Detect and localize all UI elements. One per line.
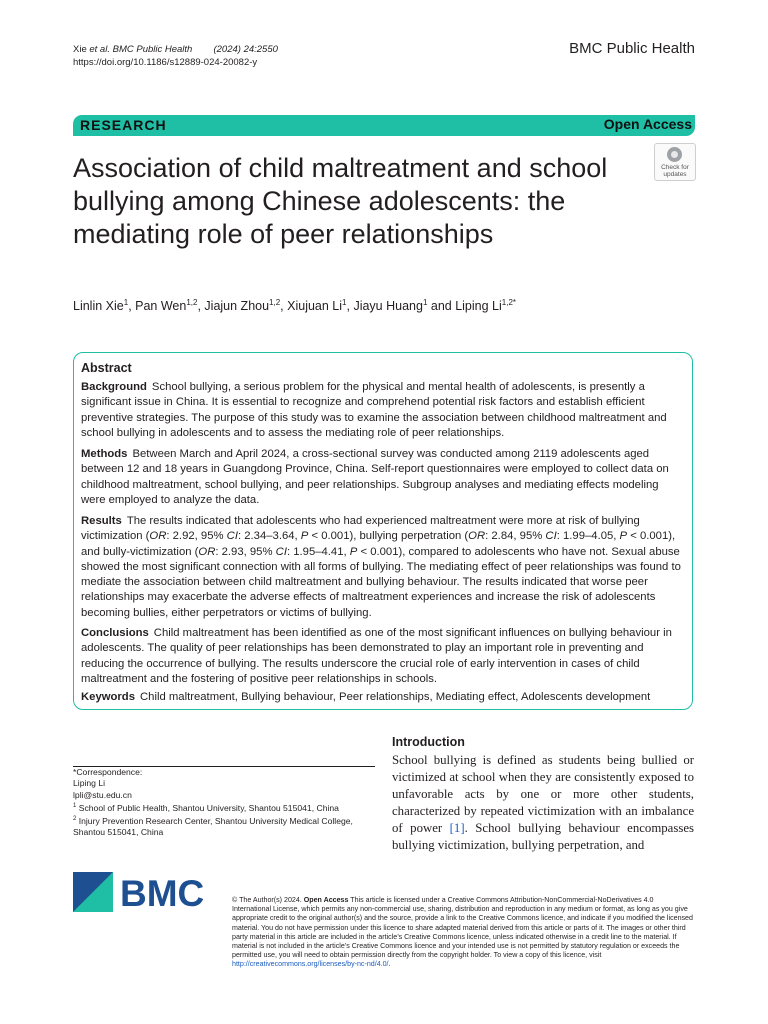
author[interactable]: Xiujuan Li$^1$	[287, 298, 347, 314]
bmc-logo-text: BMC	[120, 873, 205, 914]
correspondence-name: Liping Li	[73, 778, 106, 789]
author[interactable]: Liping $Li^{1,2*}$	[455, 298, 517, 314]
bmc-logo	[73, 870, 213, 914]
abstract-heading: Abstract	[81, 361, 132, 375]
check-for-updates-button[interactable]	[654, 143, 696, 181]
abstract-background: Background School bullying, a serious problem for the physical and mental health of adolescents, is presently a significant issue in China. It is essential to recognize and comprehend potential risk factors and establish efficient preventive strategies. The purpose of this study was to examine the association between childhood maltreatment and school bullying in adolescents and to assess the mediating role of peer relationships.	[81, 381, 667, 439]
abstract-conclusions: Conclusions Child maltreatment has been identified as one of the most significant influences on bullying behaviour in adolescents. The quality of peer relationships has been demonstrated to play an important role in preventing and reducing the occurrence of bullying. The results underscore the crucial role of early intervention in cases of child maltreatment and the fostering of positive peer relationships in schools.	[81, 627, 672, 685]
open-access-label: Open Access	[603, 116, 692, 132]
affiliation-2: Injury Prevention Research Center, Shantou University Medical College, Shantou 515041, China	[73, 815, 353, 838]
correspondence-block: *Correspondence: Liping Li lpli@stu.edu.cn $^1$ School of Public Health, Shantou University, Shantou 515041, China $^2$ Injury Prevention Research Center, Shantou University Medical College, Shantou 515041, China	[73, 767, 353, 838]
citation-authors: Xie	[73, 44, 87, 55]
license-text: © The Author(s) 2024. Open Access This article is licensed under a Creative Commons Attribution-NonCommercial-NoDerivatives 4.0 International License, which permits any non-commercial use, sharing, distribution and reproduction in any medium or format, as long as you give appropriate credit to the original author(s) and the source, provide a link to the Creative Commons licence, and indicate if you modified the licensed material. You do not have permission under this licence to share adapted material derived from this article or parts of it. The images or other third party material in this article are included in the article’s Creative Commons licence, unless indicated otherwise in a credit line to the material. If material is not included in the article’s Creative Commons licence and your intended use is not permitted by statutory regulation or exceeds the permitted use, you will need to obtain permission directly from the copyright holder. To view a copy of this licence, visit http://creativecommons.org/licenses/by-nc-nd/4.0/.	[232, 896, 693, 969]
author[interactable]: Jiayu Huang$^1$	[353, 298, 428, 314]
abstract-keywords: Keywords Child maltreatment, Bullying behaviour, Peer relationships, Mediating effect, Adolescents development	[81, 691, 651, 703]
author[interactable]: Pan Wen$^{1,2}$	[135, 298, 198, 314]
introduction-heading: Introduction	[392, 735, 465, 749]
abstract-methods: Methods Between March and April 2024, a cross-sectional survey was conducted among 2119 adolescents aged between 12 and 18 years in Guangdong Province, China. Self-report questionnaires were employed to collect data on childhood maltreatment, school bullying, and peer relationships. Subgroup analyses and mediating effects modeling were employed to analyze the data.	[81, 448, 669, 506]
journal-name: BMC Public Health	[569, 40, 695, 57]
citation-year: (2024) 24:2550	[213, 44, 278, 55]
check-updates-icon	[667, 147, 682, 162]
citation-journal: et al. BMC Public Health	[89, 44, 193, 55]
article-title: Association of child maltreatment and school bullying among Chinese adolescents: the mediating role of peer relationships	[73, 153, 608, 249]
author[interactable]: Jiajun Zhou$^{1,2}$	[204, 298, 281, 314]
citation-link[interactable]: [1]	[449, 821, 465, 835]
correspondence-email[interactable]: lpli@stu.edu.cn	[73, 789, 132, 800]
doi-link[interactable]: https://doi.org/10.1186/s12889-024-20082-y	[73, 57, 258, 68]
author[interactable]: Linlin Xie$^1$	[73, 298, 129, 314]
introduction-text: School bullying is defined as students being bullied or victimized at school when they are consistently exposed to unfavorable acts by one or more other students, characterized by repeated victimization with an imbalance of power [1]. School bullying behaviour encompasses bullying victimization, bullying perpetration, and	[392, 753, 694, 852]
abstract-results: Results The results indicated that adolescents who had experienced maltreatment were more at risk of bullying victimization (OR: 2.92, 95% CI: 2.34–3.64, P < 0.001), bullying perpetration (OR: 2.84, 95% CI: 1.99–4.05, P < 0.001), and bully-victimization (OR: 2.93, 95% CI: 1.95–4.41, P < 0.001), compared to adolescents who have not. Sexual abuse showed the most significant connection with all forms of bullying. The mediating effect of peer relationships was found to mediate the association between child maltreatment and bullying behaviour. The results indicated that worse peer relationships may exacerbate the adverse effects of maltreatment experiences and increase the risk of adolescents becoming bullies, either perpetrators or victims of bullying.	[81, 515, 681, 619]
license-link[interactable]: http://creativecommons.org/licenses/by-nc-nd/4.0/	[232, 960, 389, 969]
affiliation-1: School of Public Health, Shantou University, Shantou 515041, China	[78, 802, 339, 813]
author-list: Linlin Xie$^1$, Pan Wen$^{1,2}$, Jiajun Zhou$^{1,2}$, Xiujuan Li$^1$, Jiayu Huang$^1$ and Liping $Li^{1,2*}$	[73, 298, 517, 314]
section-label: RESEARCH	[80, 117, 167, 133]
check-updates-label: Check for updates	[661, 164, 689, 178]
citation-header	[73, 43, 278, 69]
